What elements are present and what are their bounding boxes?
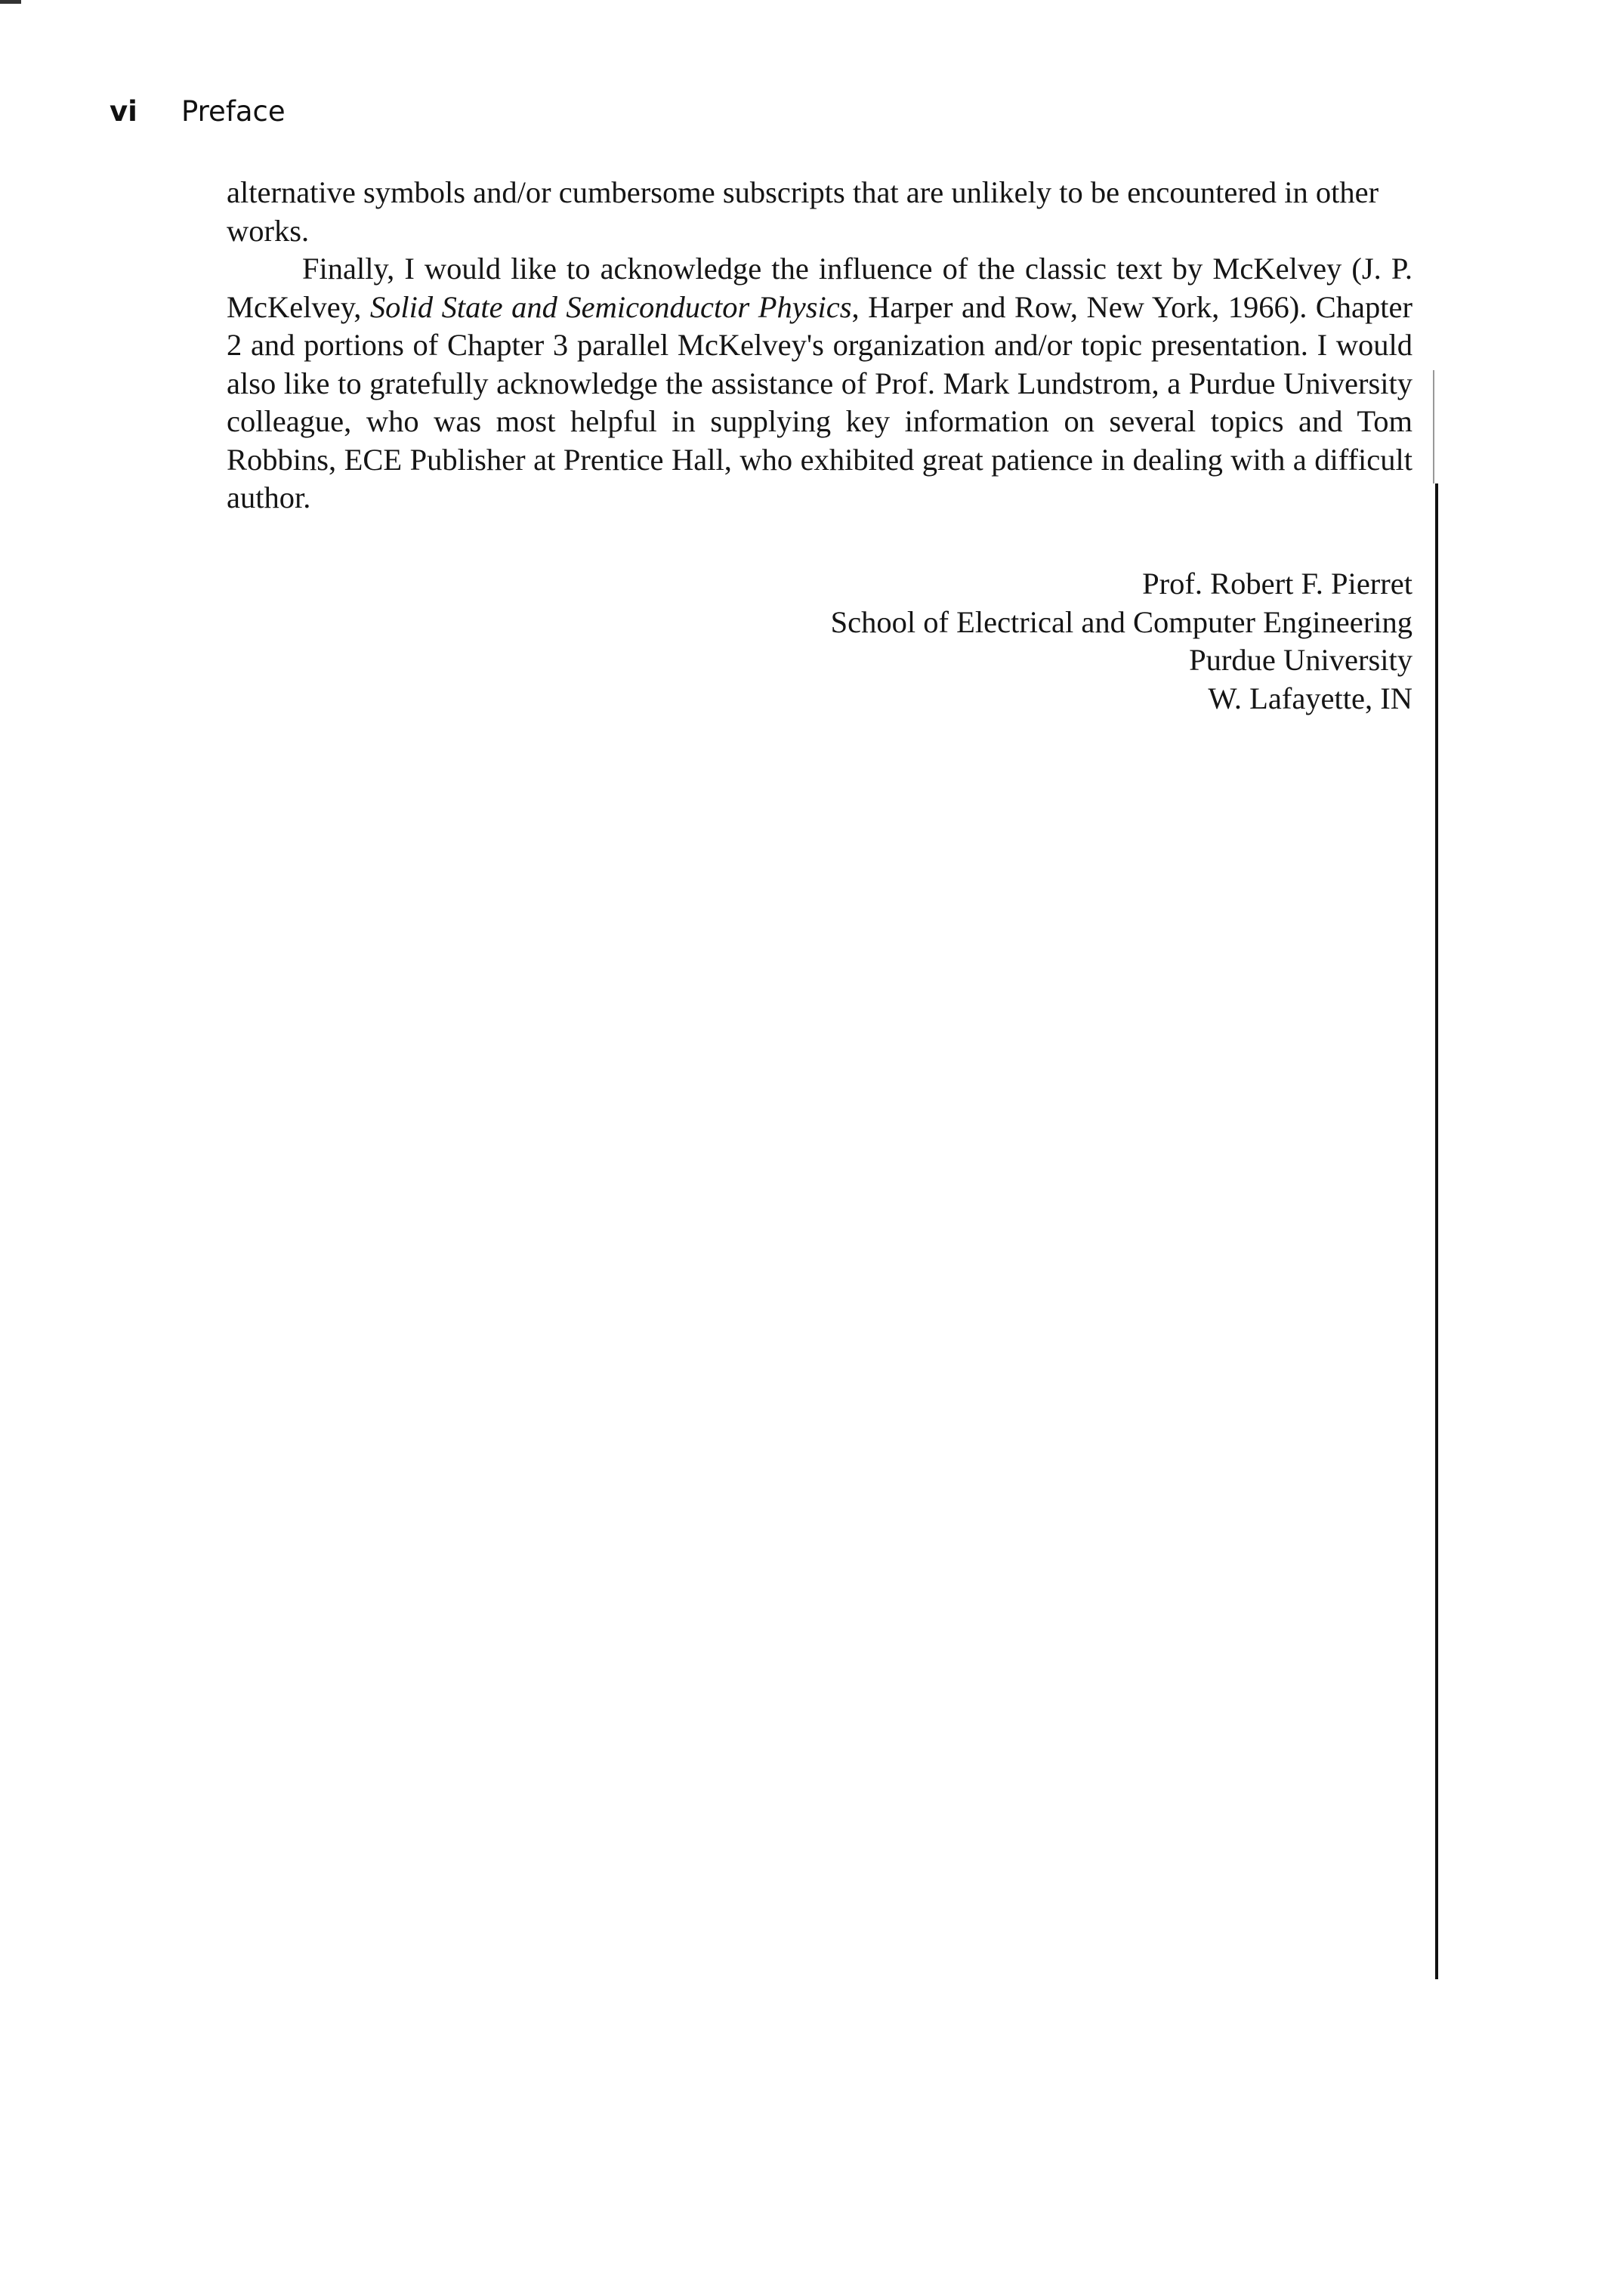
book-title: Solid State and Semiconductor Physics bbox=[369, 289, 852, 324]
author-name: Prof. Robert F. Pierret bbox=[1142, 567, 1413, 601]
paragraph-text-after-title: , Harper and Row, New York, 1966). Chapter 2 and portions of Chapter 3 parallel McKelvey's organization and/or topic presentation. I would also like to gratefully acknowledge the assistance of Prof. Mark Lundstrom, a Purdue University colleague, who was most helpful in supplying key information on several topics and Tom Robbins, ECE Publisher at Prentice Hall, who exhibited great patience in dealing with a difficult author. bbox=[227, 289, 1413, 514]
section-title: Preface bbox=[181, 95, 286, 128]
scan-edge-line bbox=[1435, 483, 1438, 1979]
body-text bbox=[227, 174, 1413, 517]
running-head bbox=[110, 94, 286, 129]
scan-edge-line-faint bbox=[1433, 370, 1434, 483]
author-department: School of Electrical and Computer Engineering bbox=[830, 604, 1413, 639]
paragraph-acknowledgments bbox=[227, 250, 1413, 517]
paragraph-continued: alternative symbols and/or cumbersome subscripts that are unlikely to be encountered in other works. bbox=[227, 175, 1379, 248]
signature-block bbox=[831, 565, 1413, 718]
paragraph-text-before-title: Finally, I would like to acknowledge the influence of the classic text by McKelvey (J. P. McKelvey, bbox=[227, 252, 1413, 324]
page-number: vi bbox=[110, 95, 137, 128]
author-location: W. Lafayette, IN bbox=[1208, 681, 1413, 715]
author-university: Purdue University bbox=[1189, 643, 1413, 677]
scan-corner-mark bbox=[0, 0, 21, 4]
